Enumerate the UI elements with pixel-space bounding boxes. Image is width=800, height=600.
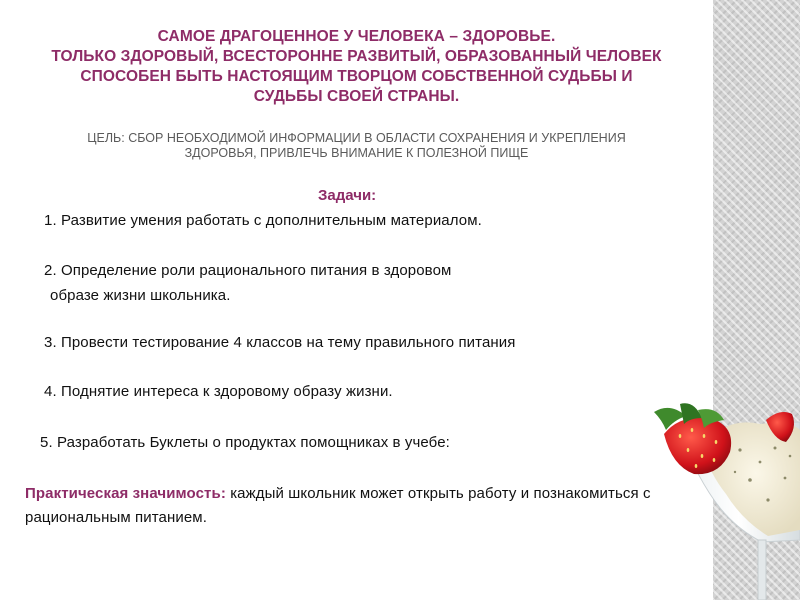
task-item-4: 4. Поднятие интереса к здоровому образу жизни. bbox=[44, 383, 393, 400]
tasks-heading: Задачи: bbox=[318, 187, 377, 204]
task-item-2-continuation: образе жизни школьника. bbox=[50, 287, 231, 304]
dessert-glass-illustration bbox=[640, 390, 800, 600]
goal-statement bbox=[0, 131, 713, 161]
practical-significance bbox=[25, 482, 715, 530]
headline-line-2: ТОЛЬКО ЗДОРОВЫЙ, ВСЕСТОРОННЕ РАЗВИТЫЙ, ОБРАЗОВАННЫЙ ЧЕЛОВЕК bbox=[51, 48, 662, 65]
task-item-1: 1. Развитие умения работать с дополнительным материалом. bbox=[44, 212, 482, 229]
task-item-2: 2. Определение роли рационального питания в здоровом bbox=[44, 262, 452, 279]
goal-line-2: ЗДОРОВЬЯ, ПРИВЛЕЧЬ ВНИМАНИЕ К ПОЛЕЗНОЙ ПИЩЕ bbox=[184, 146, 529, 160]
practical-significance-label: Практическая значимость: bbox=[25, 485, 226, 502]
headline-line-1: САМОЕ ДРАГОЦЕННОЕ У ЧЕЛОВЕКА – ЗДОРОВЬЕ. bbox=[157, 28, 556, 45]
practical-significance-text: каждый школьник может открыть работу и познакомиться с рациональным питанием. bbox=[25, 485, 651, 526]
task-item-5: 5. Разработать Буклеты о продуктах помощниках в учебе: bbox=[40, 434, 450, 451]
headline-line-3: СПОСОБЕН БЫТЬ НАСТОЯЩИМ ТВОРЦОМ СОБСТВЕННОЙ СУДЬБЫ И bbox=[80, 68, 633, 85]
headline-line-4: СУДЬБЫ СВОЕЙ СТРАНЫ. bbox=[253, 88, 460, 105]
task-item-3: 3. Провести тестирование 4 классов на тему правильного питания bbox=[44, 334, 516, 351]
goal-line-1: ЦЕЛЬ: СБОР НЕОБХОДИМОЙ ИНФОРМАЦИИ В ОБЛАСТИ СОХРАНЕНИЯ И УКРЕПЛЕНИЯ bbox=[87, 131, 626, 145]
slide-headline bbox=[0, 27, 713, 107]
